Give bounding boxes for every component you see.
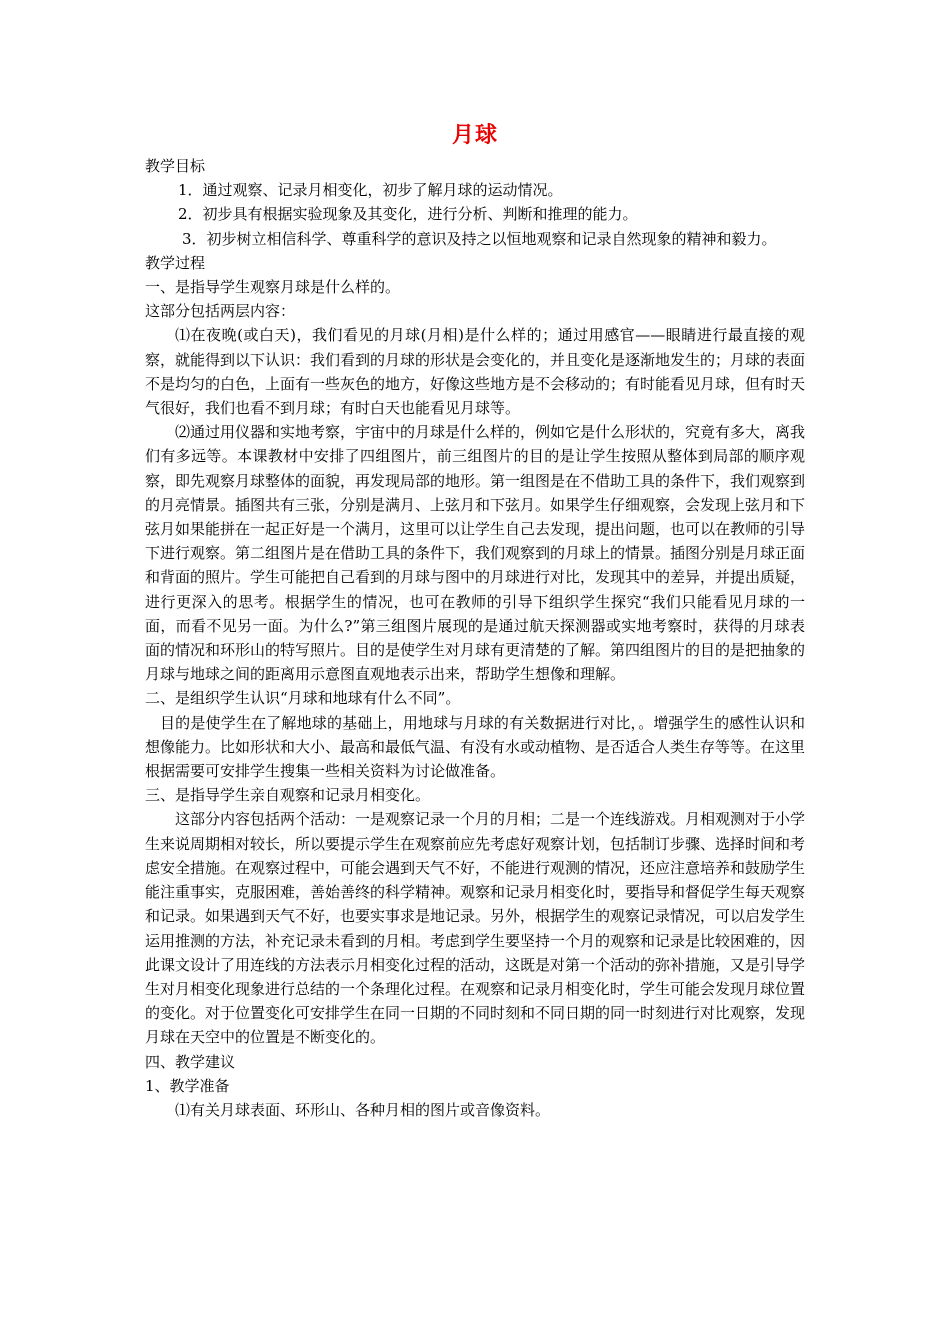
part2-heading: 二、是组织学生认识“月球和地球有什么不同”。 [145,689,461,708]
document-page [145,118,805,1122]
part1-paragraph-2: ⑵通过用仪器和实地考察，宇宙中的月球是什么样的，例如它是什么形状的，究竟有多大，离我们有多远等。本课教材中安排了四组图片，前三组图片的目的是让学生按照从整体到局部的顺序观察，即先观察月球整体的面貌，再发现局部的地形。第一组图是在不借助工具的条件下，我们观察到的月亮情景。插图共有三张，分别是满月、上弦月和下弦月。如果学生仔细观察，会发现上弦月和下弦月如果能拼在一起正好是一个满月，这里可以让学生自己去发现，提出问题，也可以在教师的引导下进行观察。第二组图片是在借助工具的条件下，我们观察到的月球上的情景。插图分别是月球正面和背面的照片。学生可能把自己看到的月球与图中的月球进行对比，发现其中的差异，并提出质疑，进行更深入的思考。根据学生的情况，也可在教师的引导下组织学生探究“我们只能看见月球的一面，而看不见另一面。为什么?”第三组图片展现的是通过航天探测器或实地考察时，获得的月球表面的情况和环形山的特写照片。目的是使学生对月球有更清楚的了解。第四组图片的目的是把抽象的月球与地球之间的距离用示意图直观地表示出来，帮助学生想像和理解。 [145,423,806,684]
part2-paragraph-1: 目的是使学生在了解地球的基础上，用地球与月球的有关数据进行对比，。增强学生的感性认识和想像能力。比如形状和大小、最高和最低气温、有没有水或动植物、是否适合人类生存等等。在这里根据需要可安排学生搜集一些相关资料为讨论做准备。 [145,713,806,781]
part4-item-1: ⑴有关月球表面、环形山、各种月相的图片或音像资料。 [175,1100,551,1119]
goals-heading: 教学目标 [145,157,206,175]
part4-subheading-1: 1、教学准备 [145,1076,230,1095]
part4-heading: 四、教学建议 [145,1052,236,1071]
goal-item-2: 2．初步具有根据实验现象及其变化，进行分析、判断和推理的能力。 [178,205,638,224]
part1-paragraph-1: ⑴在夜晚(或白天)，我们看见的月球(月相)是什么样的；通过用感官——眼睛进行最直接的观察，就能得到以下认识：我们看到的月球的形状是会变化的，并且变化是逐渐地发生的；月球的表面不是均匀的白色，上面有一些灰色的地方，好像这些地方是不会移动的；有时能看见月球，但有时天气很好，我们也看不到月球；有时白天也能看见月球等。 [145,326,806,418]
document-title: 月球 [451,122,498,148]
part1-heading: 一、是指导学生观察月球是什么样的。 [145,278,401,297]
part3-paragraph-1: 这部分内容包括两个活动：一是观察记录一个月的月相；二是一个连线游戏。月相观测对于小学生来说周期相对较长，所以要提示学生在观察前应先考虑好观察计划，包括制订步骤、选择时间和考虑安全措施。在观察过程中，可能会遇到天气不好，不能进行观测的情况，还应注意培养和鼓励学生能注重事实，克服困难，善始善终的科学精神。观察和记录月相变化时，要指导和督促学生每天观察和记录。如果遇到天气不好，也要实事求是地记录。另外，根据学生的观察记录情况，可以启发学生运用推测的方法，补充记录未看到的月相。考虑到学生要坚持一个月的观察和记录是比较困难的，因此课文设计了用连线的方法表示月相变化过程的活动，这既是对第一个活动的弥补措施，又是引导学生对月相变化现象进行总结的一个条理化过程。在观察和记录月相变化时，学生可能会发现月球位置的变化。对于位置变化可安排学生在同一日期的不同时刻和不同日期的同一时刻进行对比观察，发现月球在天空中的位置是不断变化的。 [145,810,806,1047]
process-heading: 教学过程 [145,253,206,272]
goal-item-3: 3．初步树立相信科学、尊重科学的意识及持之以恒地观察和记录自然现象的精神和毅力。 [182,229,777,248]
goal-item-1: 1．通过观察、记录月相变化，初步了解月球的运动情况。 [178,181,563,200]
part1-intro: 这部分包括两层内容： [145,302,296,321]
part3-heading: 三、是指导学生亲自观察和记录月相变化。 [145,786,431,805]
